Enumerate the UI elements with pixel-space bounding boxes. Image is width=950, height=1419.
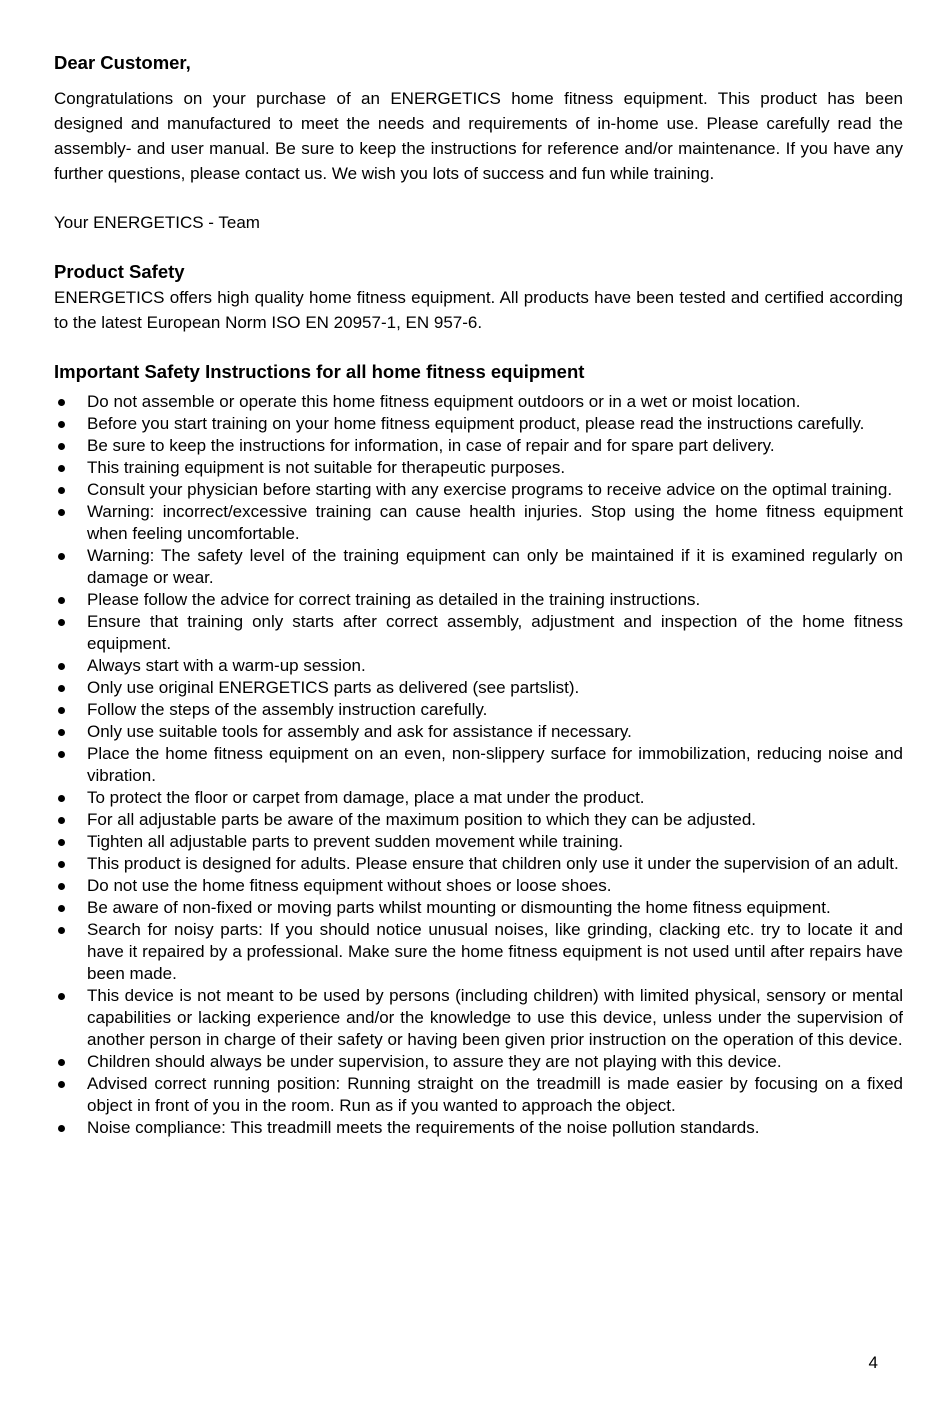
safety-instruction-text: Only use suitable tools for assembly and ask for assistance if necessary. (87, 722, 632, 741)
bullet-icon (58, 707, 65, 714)
bullet-icon (58, 905, 65, 912)
bullet-icon (58, 399, 65, 406)
safety-instructions-heading: Important Safety Instructions for all home fitness equipment (54, 361, 585, 382)
safety-instruction-text: For all adjustable parts be aware of the maximum position to which they can be adjusted. (87, 810, 757, 829)
bullet-icon (58, 751, 65, 758)
safety-instruction-item (54, 457, 903, 479)
safety-instruction-item (54, 787, 903, 809)
safety-instruction-item (54, 809, 903, 831)
product-safety-heading: Product Safety (54, 261, 185, 282)
safety-instruction-text: Tighten all adjustable parts to prevent sudden movement while training. (87, 832, 624, 851)
bullet-icon (58, 993, 65, 1000)
bullet-icon (58, 619, 65, 626)
safety-instruction-item (54, 611, 903, 655)
bullet-icon (58, 927, 65, 934)
safety-instruction-text: Noise compliance: This treadmill meets the requirements of the noise pollution standards. (87, 1118, 760, 1137)
bullet-icon (58, 729, 65, 736)
safety-instruction-item (54, 985, 903, 1051)
safety-instruction-text: Be sure to keep the instructions for information, in case of repair and for spare part delivery. (87, 436, 775, 455)
safety-instruction-item (54, 479, 903, 501)
safety-instruction-item (54, 1117, 903, 1139)
safety-instruction-text: Be aware of non-fixed or moving parts whilst mounting or dismounting the home fitness equipment. (87, 898, 831, 917)
safety-instruction-text: Do not use the home fitness equipment without shoes or loose shoes. (87, 876, 612, 895)
safety-instruction-item (54, 391, 903, 413)
bullet-icon (58, 685, 65, 692)
safety-instruction-text: Place the home fitness equipment on an even, non-slippery surface for immobilization, reducing noise and vibration. (87, 744, 903, 785)
bullet-icon (58, 663, 65, 670)
safety-instruction-text: This product is designed for adults. Please ensure that children only use it under the supervision of an adult. (87, 854, 899, 873)
safety-instruction-item (54, 1051, 903, 1073)
safety-instruction-item (54, 435, 903, 457)
intro-paragraph: Congratulations on your purchase of an ENERGETICS home fitness equipment. This product has been designed and manufactured to meet the needs and requirements of in-home use. Please carefully read the assembly- and user manual. Be sure to keep the instructions for reference and/or maintenance. If you have any further questions, please contact us. We wish you lots of success and fun while training. (54, 89, 903, 183)
safety-instruction-text: Follow the steps of the assembly instruction carefully. (87, 700, 488, 719)
safety-instruction-item (54, 545, 903, 589)
safety-instruction-item (54, 677, 903, 699)
safety-instruction-item (54, 875, 903, 897)
safety-instruction-text: This training equipment is not suitable for therapeutic purposes. (87, 458, 566, 477)
safety-instruction-item (54, 589, 903, 611)
safety-instruction-text: Do not assemble or operate this home fitness equipment outdoors or in a wet or moist location. (87, 392, 801, 411)
sign-off: Your ENERGETICS - Team (54, 213, 260, 232)
safety-instruction-item (54, 699, 903, 721)
safety-instruction-text: Warning: incorrect/excessive training can cause health injuries. Stop using the home fitness equipment when feeling uncomfortable. (87, 502, 903, 543)
safety-instruction-text: Only use original ENERGETICS parts as delivered (see partslist). (87, 678, 580, 697)
bullet-icon (58, 861, 65, 868)
bullet-icon (58, 465, 65, 472)
safety-instruction-text: Warning: The safety level of the training equipment can only be maintained if it is examined regularly on damage or wear. (87, 546, 903, 587)
bullet-icon (58, 817, 65, 824)
safety-instruction-item (54, 919, 903, 985)
safety-instruction-item (54, 897, 903, 919)
safety-instruction-item (54, 721, 903, 743)
product-safety-text: ENERGETICS offers high quality home fitness equipment. All products have been tested and certified according to the latest European Norm ISO EN 20957-1, EN 957-6. (54, 288, 903, 332)
bullet-icon (58, 553, 65, 560)
safety-instruction-item (54, 501, 903, 545)
bullet-icon (58, 421, 65, 428)
page-number: 4 (868, 1353, 878, 1372)
safety-instructions-list (54, 391, 903, 1139)
safety-instruction-text: This device is not meant to be used by persons (including children) with limited physical, sensory or mental capabilities or lacking experience and/or the knowledge to use this device, unless under the supervision of another person in charge of their safety or having been given prior instruction on the operation of this device. (87, 986, 903, 1049)
safety-instruction-text: Ensure that training only starts after correct assembly, adjustment and inspection of the home fitness equipment. (87, 612, 903, 653)
safety-instruction-text: Advised correct running position: Running straight on the treadmill is made easier by focusing on a fixed object in front of you in the room. Run as if you wanted to approach the object. (87, 1074, 903, 1115)
bullet-icon (58, 883, 65, 890)
bullet-icon (58, 839, 65, 846)
bullet-icon (58, 487, 65, 494)
safety-instruction-item (54, 1073, 903, 1117)
manual-page (54, 50, 903, 1139)
bullet-icon (58, 795, 65, 802)
bullet-icon (58, 1125, 65, 1132)
safety-instruction-text: Always start with a warm-up session. (87, 656, 366, 675)
bullet-icon (58, 443, 65, 450)
safety-instruction-text: To protect the floor or carpet from damage, place a mat under the product. (87, 788, 645, 807)
safety-instruction-item (54, 655, 903, 677)
safety-instruction-text: Please follow the advice for correct training as detailed in the training instructions. (87, 590, 701, 609)
bullet-icon (58, 1059, 65, 1066)
bullet-icon (58, 1081, 65, 1088)
safety-instruction-item (54, 853, 903, 875)
safety-instruction-text: Search for noisy parts: If you should notice unusual noises, like grinding, clacking etc. try to locate it and have it repaired by a professional. Make sure the home fitness equipment is not used until after repairs have been made. (87, 920, 903, 983)
bullet-icon (58, 509, 65, 516)
safety-instruction-item (54, 413, 903, 435)
safety-instruction-text: Children should always be under supervision, to assure they are not playing with this device. (87, 1052, 782, 1071)
bullet-icon (58, 597, 65, 604)
safety-instruction-item (54, 831, 903, 853)
safety-instruction-text: Before you start training on your home fitness equipment product, please read the instructions carefully. (87, 414, 865, 433)
safety-instruction-item (54, 743, 903, 787)
safety-instruction-text: Consult your physician before starting with any exercise programs to receive advice on the optimal training. (87, 480, 893, 499)
greeting-heading: Dear Customer, (54, 52, 191, 73)
